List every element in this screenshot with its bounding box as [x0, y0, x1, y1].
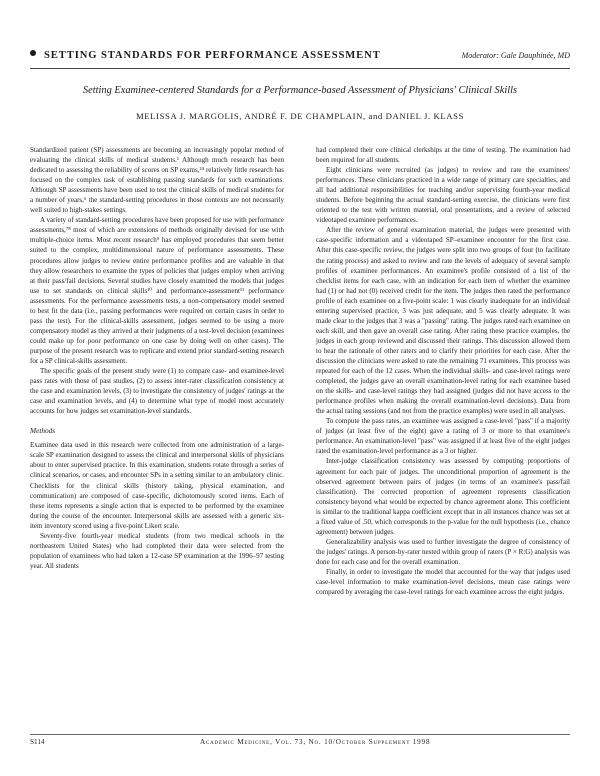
bullet-icon	[30, 50, 36, 56]
section-header	[30, 50, 570, 68]
left-column	[30, 145, 284, 571]
right-column	[316, 145, 570, 597]
journal-citation: Academic Medicine, Vol. 73, No. 10/October Supplement 1998	[200, 738, 431, 746]
paragraph: After the review of general examination material, the judges were presented with case-specific information and a videotaped SP–examinee encounter for the first case. After this case-specific review, the judges were split into two groups of four (to facilitate the rating process) and asked to review and rate the levels of adequacy of several sample profiles of examinee performances. An examinee's profile consisted of a list of the checklist items for each case, with an indication for each item of whether the examinee had (1) or had not (0) received credit for the item. The judges then rated the performance profile of each examinee on a five-point scale: 1 was clearly inadequate for an individual entering supervised practice, 3 was just adequate, and 5 was clearly adequate. It was made clear to the judges that 3 was a "passing" rating. The judges rated each examinee on each skill, and then gave an overall case rating. After rating these practice examples, the judges in each group reviewed and discussed their ratings. This discussion allowed them to hear the rationale of other raters and to clarify their priorities for each case. After the discussion the clinicians were asked to rate the remaining 71 examinees. This process was repeated for each of the 12 cases. When the individual skills- and case-level ratings were completed, the judges gave an overall examination-level rating for each examinee based on the skills- and case-level ratings they had assigned (judges did not have access to the performance profiles when making the overall examination-level decisions). Data from the actual rating sessions (and not from the practice examples) were used in all analyses.	[316, 226, 570, 416]
paragraph: Finally, in order to investigate the model that accounted for the way that judges used case-level information to make examination-level decisions, mean case ratings were compared by averaging the case-level ratings for each examinee across the eight judges.	[316, 567, 570, 597]
article-authors: MELISSA J. MARGOLIS, ANDRÉ F. DE CHAMPLAIN, and DANIEL J. KLASS	[135, 111, 465, 121]
paragraph: Seventy-five fourth-year medical students (from two medical schools in the northeastern United States) who had completed their data were selected from the population of examinees who had taken a 12-case SP examination at the 1996–97 testing year. All students	[30, 531, 284, 570]
section-title-text: SETTING STANDARDS FOR PERFORMANCE ASSESSMENT	[44, 50, 381, 61]
paragraph: A variety of standard-setting procedures have been proposed for use with performance assessments,⁷⁸ most of which are extensions of methods originally devised for use with multiple-choice items. Most recent research⁹ has employed procedures that seem better suited to the complex, multidimensional nature of performance assessments. These procedures allow judges to review entire performance profiles and are valuable in that they allow researchers to examine the types of policies that judges employ when arriving at their pass/fail decisions. Several studies have closely examined the models that judges use to set standards on clinical skills¹⁰ and performance-assessment¹¹ performance assessments. For the performance assessments tests, a non-compensatory model seemed to best fit the data (i.e., passing performances were required on certain cases in order to pass the test). For the clinical-skills assessment, judges seemed to be using a more compensatory model as they arrived at their judgments of a test-level decision (examinees could make up for poor performance on one case by doing well on other cases). The purpose of the present research was to replicate and extend prior standard-setting research for a SP clinical-skills assessment.	[30, 216, 284, 365]
section-title	[30, 50, 381, 61]
header-rule	[30, 68, 570, 69]
moderator-line: Moderator: Gale Dauphinée, MD	[461, 51, 570, 60]
paragraph: To compute the pass rates, an examinee was assigned a case-level "pass" if a majority of judges (at least five of the eight) gave a rating of 3 or more to that examinee's performance. An examination-level "pass" was assigned if at least five of the eight judges rated the examination-level performance as a 3 or higher.	[316, 417, 570, 456]
paragraph: Inter-judge classification consistency was assessed by computing proportions of agreement for each pair of judges. The unconditional proportion of agreement is the observed agreement between pairs of judges (in terms of an examinee's pass/fail classification). The corrected proportion of agreement represents classification consistency beyond what would be expected by chance agreement alone. This coefficient is similar to the traditional kappa coefficient except that in all instances chance was set at a fixed value of .50, which corresponds to the p-value for the null hypothesis (i.e., chance agreement) between judges.	[316, 457, 570, 536]
paragraph: Eight clinicians were recruited (as judges) to review and rate the examinees' performances. These clinicians practiced in a wide range of primary care specialties, and all had additional responsibilities for teaching and/or supervising fourth-year medical students. Before beginning the actual standard-setting exercise, the clinicians were first oriented to the test with written material, oral presentations, and a review of selected videotaped examinee performances.	[316, 166, 570, 225]
paragraph: Examinee data used in this research were collected from one administration of a large-scale SP examination designed to assess the clinical and interpersonal skills of physicians about to enter supervised practice. In this examination, students rotate through a series of clinical scenarios, or cases, and encounter SPs in a setting similar to an ambulatory clinic. Checklists for the clinical skills (history taking, physical examination, and communication) are composed of case-specific, dichotomously scored items. Each of these items represents a single action that is expected to be performed by the examinee during the course of the encounter. Interpersonal skills are assessed with a generic six-item inventory scored using a five-point Likert scale.	[30, 441, 284, 530]
paragraph: had completed their core clinical clerkships at the time of testing. The examination had been required for all students.	[316, 146, 570, 165]
methods-heading: Methods	[30, 426, 56, 436]
page-number: S114	[30, 738, 45, 746]
article-title: Setting Examinee-centered Standards for a Performance-based Assessment of Physicians' Clinical Skills	[82, 85, 518, 96]
paragraph: Generalizability analysis was used to further investigate the degree of consistency of the judges' ratings. A person-by-rater nested within group of raters (P × R:G) analysis was done for each case and for the overall examination.	[316, 537, 570, 566]
paragraph: The specific goals of the present study were (1) to compare case- and examinee-level pass rates with those of past studies, (2) to assess inter-rater classification consistency at the case and examination levels, (3) to investigate the consistency of judges' ratings at the case and examination levels, and (4) to determine what type of model most accurately accounts for how judges set examination-level standards.	[30, 367, 284, 416]
footer-rule	[30, 734, 570, 735]
paragraph: Standardized patient (SP) assessments are becoming an increasingly popular method of evaluating the clinical skills of medical students.¹ Although much research has been dedicated to assessing the reliability of scores on SP exams,²⁴ relatively little research has focused on the complex task of establishing passing standards for such examinations. Although SP assessments have been used to test the clinical skills of medical students for a number of years,⁶ the standard-setting procedures in those contexts are not necessarily well suited to high-stakes settings.	[30, 146, 284, 215]
